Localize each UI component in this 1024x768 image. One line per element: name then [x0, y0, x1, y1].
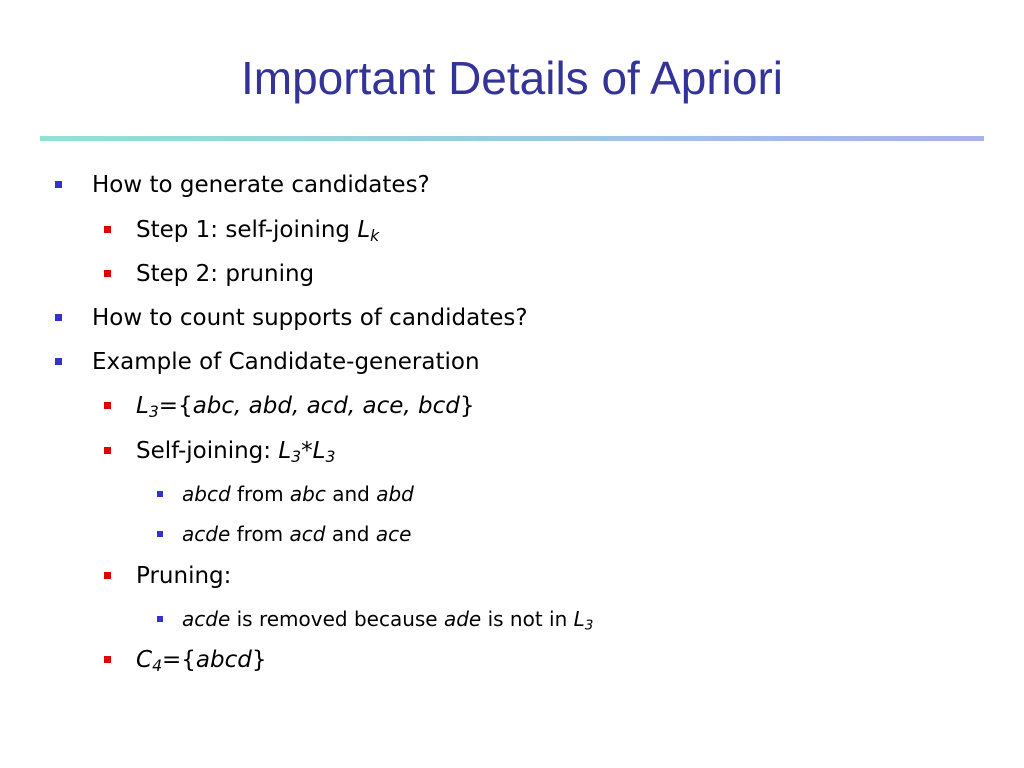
bullet-marker-icon: [104, 447, 111, 454]
bullet-marker-icon: [55, 181, 62, 188]
bullet-abcd: [157, 482, 414, 506]
bullet-example: [55, 349, 480, 375]
bullet-pruning: [104, 563, 231, 589]
bullet-text: Step 1: self-joining $L_k$: [136, 217, 380, 245]
bullet-text: acde is removed because ade is not in $L_3$: [182, 607, 594, 634]
bullet-step2: [104, 261, 314, 287]
slide-title: Important Details of Apriori: [240, 52, 783, 104]
bullet-generate-candidates: [55, 172, 430, 198]
bullet-text: Pruning:: [136, 563, 232, 589]
bullet-text: acde from acd and ace: [182, 522, 412, 546]
bullet-marker-icon: [157, 491, 163, 497]
bullet-step1: [104, 217, 379, 243]
bullet-marker-icon: [104, 270, 111, 277]
bullet-text: Step 2: pruning: [136, 261, 315, 287]
bullet-text: $L_3=\{abc$, abd, acd, ace, bcd}: [136, 393, 475, 421]
bullet-marker-icon: [157, 616, 163, 622]
bullet-acde: [157, 522, 411, 546]
bullet-count-supports: [55, 305, 528, 331]
bullet-l3-set: [104, 393, 475, 419]
bullet-marker-icon: [104, 226, 111, 233]
bullet-text: Example of Candidate-generation: [92, 349, 480, 375]
bullet-marker-icon: [104, 572, 111, 579]
bullet-text: $C_4=\{abcd\}$: [136, 647, 267, 675]
bullet-text: How to count supports of candidates?: [92, 305, 528, 331]
bullet-text: Self-joining: $L_3*L_3$: [136, 438, 336, 466]
bullet-text: How to generate candidates?: [92, 172, 430, 198]
bullet-marker-icon: [104, 402, 111, 409]
bullet-marker-icon: [55, 314, 62, 321]
bullet-c4-set: [104, 647, 267, 673]
bullet-marker-icon: [104, 656, 111, 663]
bullet-acde-removed: [157, 607, 594, 634]
title-divider: [40, 136, 984, 141]
bullet-marker-icon: [157, 531, 163, 537]
bullet-text: abcd from abc and abd: [182, 482, 414, 506]
bullet-marker-icon: [55, 358, 62, 365]
bullet-self-joining: [104, 438, 335, 464]
